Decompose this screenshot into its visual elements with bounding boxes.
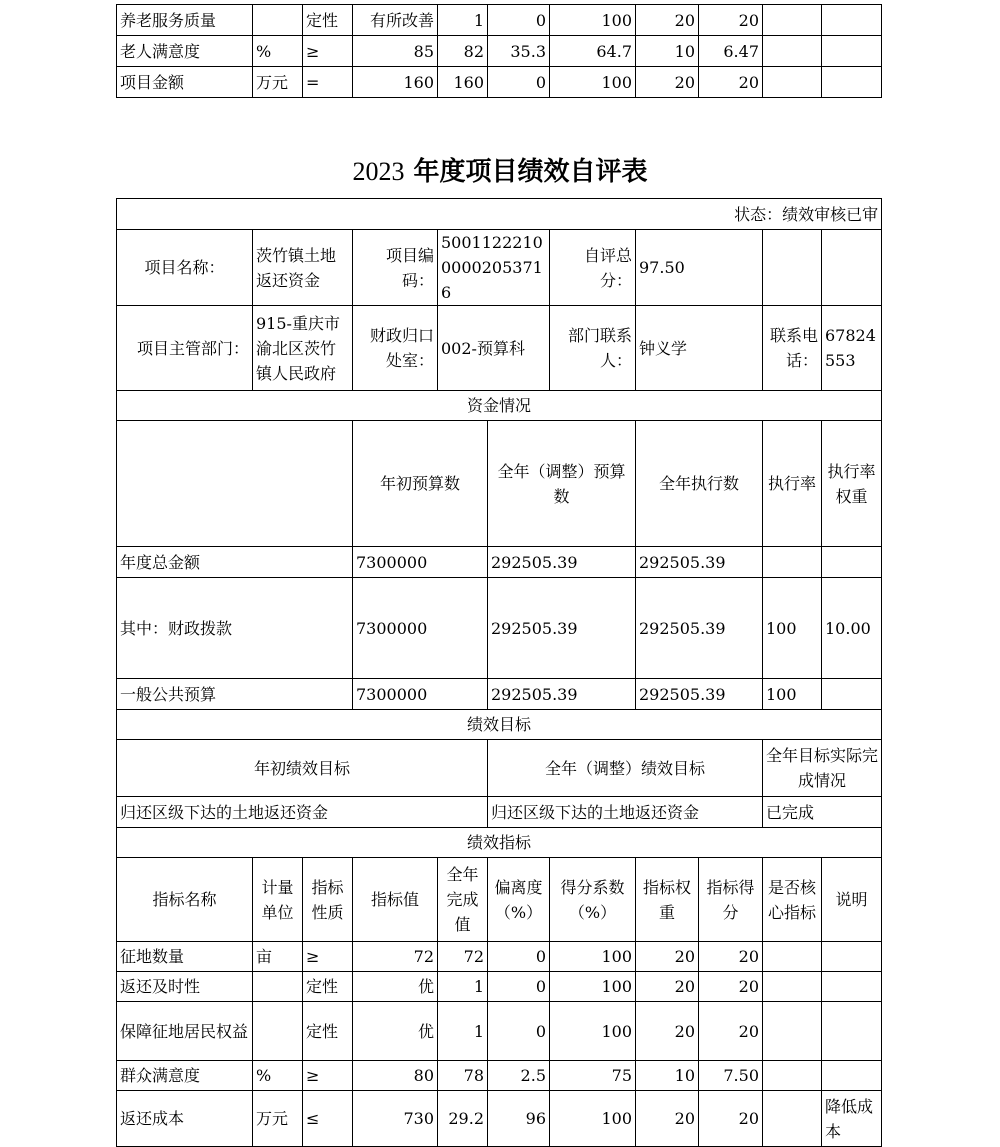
indicator-core [763,1091,822,1147]
indicator-core [763,1002,822,1061]
title-text: 年度项目绩效自评表 [404,157,648,187]
funds-row-label: 一般公共预算 [117,679,353,710]
table-row [117,1061,882,1091]
self-score-value: 97.50 [636,230,763,306]
ind-header-weight: 指标权重 [636,858,699,942]
indicator-deviation: 0 [488,5,550,36]
ind-header-nature: 指标性质 [303,858,353,942]
indicator-full-year: 1 [438,5,488,36]
indicator-target: 160 [353,67,438,98]
empty-cell [822,230,882,306]
funds-header-row [117,421,882,547]
indicator-target: 80 [353,1061,438,1091]
ind-header-unit: 计量单位 [253,858,303,942]
indicator-name: 返还及时性 [117,972,253,1002]
indicator-unit [253,5,303,36]
project-name-label: 项目名称： [117,230,253,306]
goals-adjusted: 归还区级下达的土地返还资金 [488,797,763,828]
indicator-coefficient: 100 [550,5,636,36]
funds-executed: 292505.39 [636,547,763,578]
indicator-note [822,972,882,1002]
table-row [117,67,882,98]
indicator-name: 养老服务质量 [117,5,253,36]
indicator-core [763,67,822,98]
previous-indicators-table [116,4,882,98]
indicator-weight: 10 [636,36,699,67]
funds-rate-weight: 10.00 [822,578,882,679]
indicator-weight: 20 [636,67,699,98]
indicator-coefficient: 64.7 [550,36,636,67]
indicator-nature: 定性 [303,5,353,36]
indicator-weight: 20 [636,942,699,972]
goals-section-title: 绩效目标 [117,710,882,740]
indicator-deviation: 2.5 [488,1061,550,1091]
indicator-nature: 定性 [303,972,353,1002]
status-label: 状态：绩效审核已审 [117,199,882,230]
contact-value: 钟义学 [636,306,763,391]
indicator-full-year: 78 [438,1061,488,1091]
funds-header-rate: 执行率 [763,421,822,547]
indicator-note [822,67,882,98]
indicator-target: 730 [353,1091,438,1147]
ind-header-name: 指标名称 [117,858,253,942]
indicator-coefficient: 75 [550,1061,636,1091]
indicator-note [822,36,882,67]
funds-header-adjusted: 全年（调整）预算数 [488,421,636,547]
ind-header-coefficient: 得分系数（%） [550,858,636,942]
table-row [117,5,882,36]
indicator-name: 返还成本 [117,1091,253,1147]
ind-header-note: 说明 [822,858,882,942]
ind-header-core: 是否核心指标 [763,858,822,942]
table-row [117,972,882,1002]
ind-header-full-year: 全年完成值 [438,858,488,942]
funds-section-title: 资金情况 [117,391,882,421]
section-row [117,710,882,740]
funds-rate: 100 [763,578,822,679]
finance-office-value: 002-预算科 [438,306,550,391]
goals-header-row [117,740,882,797]
indicator-unit: % [253,1061,303,1091]
table-row [117,1002,882,1061]
indicator-score: 6.47 [699,36,763,67]
funds-rate-weight [822,679,882,710]
phone-value: 67824553 [822,306,882,391]
indicator-score: 20 [699,1091,763,1147]
table-row [117,547,882,578]
indicator-coefficient: 100 [550,972,636,1002]
funds-row-label: 年度总金额 [117,547,353,578]
indicator-full-year: 29.2 [438,1091,488,1147]
indicator-note [822,942,882,972]
funds-adjusted: 292505.39 [488,679,636,710]
funds-executed: 292505.39 [636,578,763,679]
indicator-deviation: 35.3 [488,36,550,67]
indicator-target: 85 [353,36,438,67]
funds-row-label: 其中：财政拨款 [117,578,353,679]
indicator-core [763,1061,822,1091]
funds-header-executed: 全年执行数 [636,421,763,547]
indicator-name: 征地数量 [117,942,253,972]
project-name-value: 茨竹镇土地返还资金 [253,230,353,306]
indicator-full-year: 160 [438,67,488,98]
indicator-target: 72 [353,942,438,972]
indicator-weight: 20 [636,1002,699,1061]
ind-header-target: 指标值 [353,858,438,942]
funds-header-rate-weight: 执行率权重 [822,421,882,547]
goals-value-row [117,797,882,828]
ind-header-score: 指标得分 [699,858,763,942]
indicator-nature: ≤ [303,1091,353,1147]
indicator-unit: 万元 [253,1091,303,1147]
indicator-score: 20 [699,5,763,36]
performance-evaluation-table [116,198,882,1147]
indicator-core [763,972,822,1002]
indicator-nature: 定性 [303,1002,353,1061]
indicator-nature: ≥ [303,36,353,67]
indicator-weight: 20 [636,5,699,36]
indicator-deviation: 0 [488,942,550,972]
indicator-deviation: 0 [488,1002,550,1061]
funds-adjusted: 292505.39 [488,578,636,679]
goals-actual: 已完成 [763,797,882,828]
indicator-unit [253,1002,303,1061]
indicator-unit: 万元 [253,67,303,98]
indicator-note: 降低成本 [822,1091,882,1147]
indicator-score: 20 [699,1002,763,1061]
indicators-section-title: 绩效指标 [117,828,882,858]
status-row [117,199,882,230]
indicator-name: 老人满意度 [117,36,253,67]
funds-initial: 7300000 [353,679,488,710]
indicators-header-row [117,858,882,942]
indicator-target: 优 [353,972,438,1002]
funds-adjusted: 292505.39 [488,547,636,578]
finance-office-label: 财政归口处室： [353,306,438,391]
goals-header-adjusted: 全年（调整）绩效目标 [488,740,763,797]
indicator-name: 保障征地居民权益 [117,1002,253,1061]
phone-label: 联系电话： [763,306,822,391]
table-row [117,679,882,710]
page-title [0,152,1000,192]
project-info-row [117,230,882,306]
indicator-unit: % [253,36,303,67]
indicator-unit: 亩 [253,942,303,972]
funds-header-initial: 年初预算数 [353,421,488,547]
indicator-target: 优 [353,1002,438,1061]
indicator-name: 群众满意度 [117,1061,253,1091]
indicator-coefficient: 100 [550,1002,636,1061]
section-row [117,828,882,858]
indicator-coefficient: 100 [550,1091,636,1147]
indicator-coefficient: 100 [550,67,636,98]
funds-initial: 7300000 [353,547,488,578]
indicator-name: 项目金额 [117,67,253,98]
funds-rate [763,547,822,578]
funds-rate: 100 [763,679,822,710]
project-info-row [117,306,882,391]
indicator-deviation: 96 [488,1091,550,1147]
table-row [117,578,882,679]
indicator-full-year: 82 [438,36,488,67]
indicator-full-year: 1 [438,972,488,1002]
indicator-full-year: 72 [438,942,488,972]
indicator-core [763,942,822,972]
indicator-weight: 10 [636,1061,699,1091]
contact-label: 部门联系人： [550,306,636,391]
indicator-unit [253,972,303,1002]
funds-executed: 292505.39 [636,679,763,710]
indicator-coefficient: 100 [550,942,636,972]
goals-header-initial: 年初绩效目标 [117,740,488,797]
indicator-note [822,1002,882,1061]
dept-value: 915-重庆市渝北区茨竹镇人民政府 [253,306,353,391]
indicator-weight: 20 [636,972,699,1002]
indicator-target: 有所改善 [353,5,438,36]
dept-label: 项目主管部门： [117,306,253,391]
ind-header-deviation: 偏离度（%） [488,858,550,942]
indicator-nature: ≥ [303,1061,353,1091]
table-row [117,1091,882,1147]
project-code-value: 500112221000002053716 [438,230,550,306]
indicator-weight: 20 [636,1091,699,1147]
project-code-label: 项目编码： [353,230,438,306]
indicator-note [822,1061,882,1091]
section-row [117,391,882,421]
indicator-nature: = [303,67,353,98]
funds-initial: 7300000 [353,578,488,679]
goals-initial: 归还区级下达的土地返还资金 [117,797,488,828]
indicator-score: 20 [699,972,763,1002]
funds-rate-weight [822,547,882,578]
table-row [117,942,882,972]
table-row [117,36,882,67]
indicator-deviation: 0 [488,67,550,98]
indicator-core [763,36,822,67]
indicator-note [822,5,882,36]
indicator-core [763,5,822,36]
indicator-nature: ≥ [303,942,353,972]
indicator-full-year: 1 [438,1002,488,1061]
indicator-deviation: 0 [488,972,550,1002]
indicator-score: 20 [699,942,763,972]
funds-header-blank [117,421,353,547]
empty-cell [763,230,822,306]
self-score-label: 自评总分： [550,230,636,306]
goals-header-actual: 全年目标实际完成情况 [763,740,882,797]
indicator-score: 7.50 [699,1061,763,1091]
title-year: 2023 [352,157,405,186]
indicator-score: 20 [699,67,763,98]
